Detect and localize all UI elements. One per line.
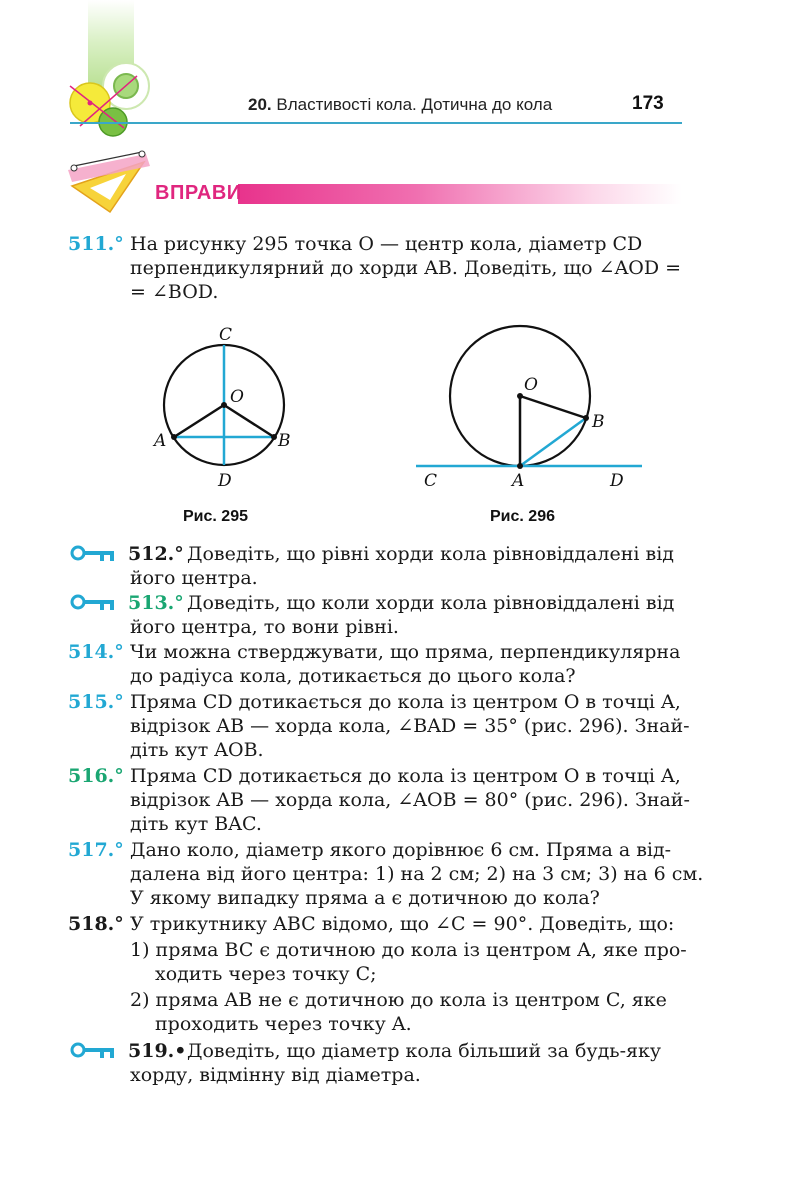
label-o: O — [230, 387, 244, 407]
figure-296-caption: Рис. 296 — [490, 508, 555, 525]
exercise-number-512: 512.° — [128, 543, 184, 565]
exercise-518-line-2: 1) пряма BC є дотичною до кола із центром A, яке про- — [130, 939, 687, 961]
exercise-516-line-1: Пряма CD дотикається до кола із центром O в точці A, — [130, 765, 681, 787]
geometry-logo-icon — [62, 56, 152, 146]
exercise-513-line-1: Доведіть, що коли хорди кола рівновіддалені від — [187, 592, 675, 614]
exercise-517-line-2: далена від його центра: 1) на 2 см; 2) на 3 см; 3) на 6 см. — [130, 863, 704, 885]
exercise-512-line-2: його центра. — [130, 567, 258, 589]
label-d: D — [218, 471, 232, 491]
ruler-triangle-icon — [66, 148, 156, 218]
label-o: O — [524, 375, 538, 395]
exercise-number-513: 513.° — [128, 592, 184, 614]
exercise-518-line-3: ходить через точку C; — [155, 963, 377, 985]
exercise-511-line-1: На рисунку 295 точка O — центр кола, діаметр CD — [130, 233, 643, 255]
figure-296 — [416, 326, 642, 491]
exercise-514-line-1: Чи можна стверджувати, що пряма, перпендикулярна — [130, 641, 681, 663]
exercise-516-line-2: відрізок AB — хорда кола, ∠AOB = 80° (рис. 296). Знай- — [130, 789, 690, 811]
header-rule — [70, 122, 682, 124]
key-icon — [70, 545, 116, 561]
exercise-515-line-1: Пряма CD дотикається до кола із центром O в точці A, — [130, 691, 681, 713]
chapter-title: 20. Властивості кола. Дотична до кола — [248, 95, 553, 114]
exercise-518-line-1: У трикутнику ABC відомо, що ∠C = 90°. Доведіть, що: — [130, 913, 675, 935]
key-icon — [70, 1042, 116, 1058]
label-b: B — [278, 431, 291, 451]
exercise-number-516: 516.° — [68, 765, 124, 787]
exercise-518-line-4: 2) пряма AB не є дотичною до кола із центром C, яке — [130, 989, 667, 1011]
page-number: 173 — [632, 93, 664, 114]
exercise-513-line-2: його центра, то вони рівні. — [130, 616, 399, 638]
exercise-514-line-2: до радіуса кола, дотикається до цього кола? — [130, 665, 576, 687]
exercise-518-line-5: проходить через точку A. — [155, 1013, 412, 1035]
label-c: C — [424, 471, 438, 491]
exercise-number-518: 518.° — [68, 913, 124, 935]
figure-295-caption: Рис. 295 — [183, 508, 248, 525]
exercise-516-line-3: діть кут BAC. — [130, 813, 262, 835]
label-b: B — [592, 412, 605, 432]
exercise-519-line-2: хорду, відмінну від діаметра. — [130, 1064, 421, 1086]
figures-295-296 — [140, 318, 660, 498]
exercise-number-519: 519.• — [128, 1040, 187, 1062]
exercise-number-517: 517.° — [68, 839, 124, 861]
exercise-number-514: 514.° — [68, 641, 124, 663]
label-a: A — [512, 471, 525, 491]
section-banner-bar — [238, 184, 682, 204]
label-c: C — [219, 325, 233, 345]
figure-295 — [152, 325, 291, 491]
label-d: D — [610, 471, 624, 491]
exercise-512-line-1: Доведіть, що рівні хорди кола рівновіддалені від — [187, 543, 674, 565]
key-icon — [70, 594, 116, 610]
exercise-number-515: 515.° — [68, 691, 124, 713]
exercise-number-511: 511.° — [68, 233, 124, 255]
exercise-511-line-2: перпендикулярний до хорди AB. Доведіть, що ∠AOD = — [130, 257, 682, 279]
label-a: A — [154, 431, 167, 451]
exercise-517-line-3: У якому випадку пряма a є дотичною до кола? — [130, 887, 600, 909]
exercise-517-line-1: Дано коло, діаметр якого дорівнює 6 см. Пряма a від- — [130, 839, 672, 861]
exercise-519-line-1: Доведіть, що діаметр кола більший за будь-яку — [187, 1040, 662, 1062]
exercise-511-line-3: = ∠BOD. — [130, 281, 219, 303]
exercise-515-line-2: відрізок AB — хорда кола, ∠BAD = 35° (рис. 296). Знай- — [130, 715, 690, 737]
section-title: ВПРАВИ — [155, 182, 242, 204]
exercise-515-line-3: діть кут AOB. — [130, 739, 264, 761]
